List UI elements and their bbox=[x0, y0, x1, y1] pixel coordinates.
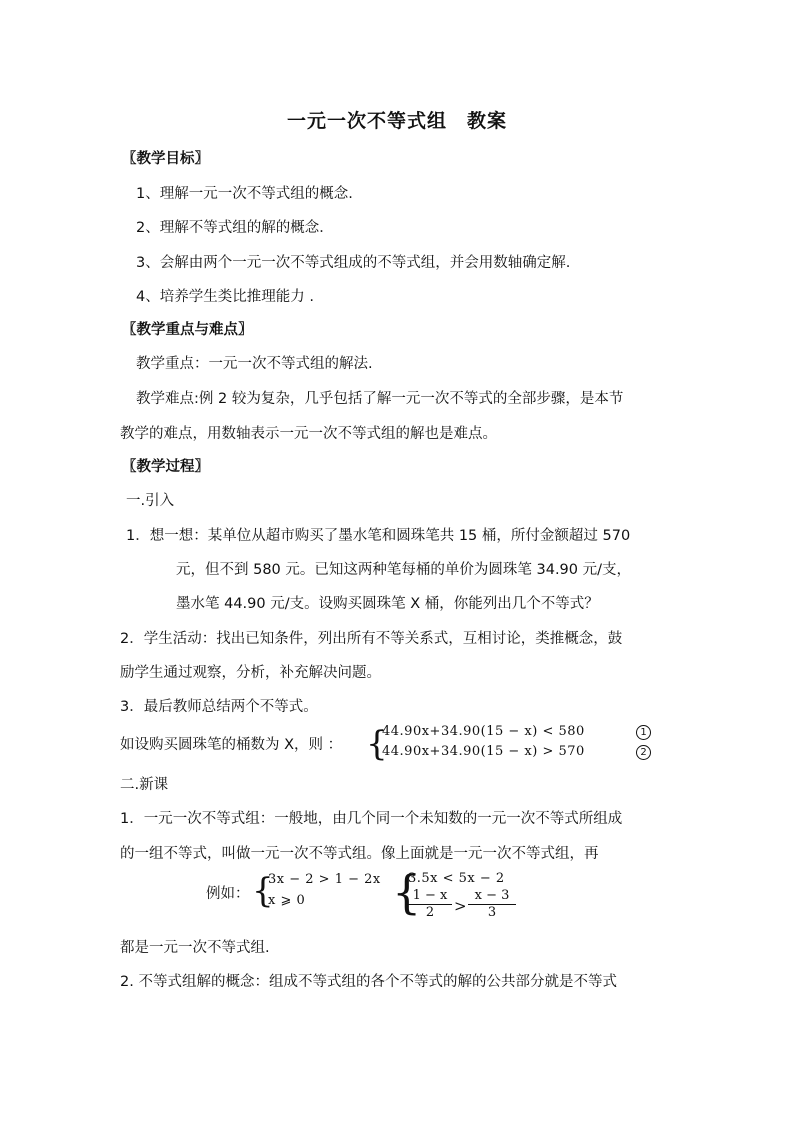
fraction-denominator: 3 bbox=[487, 905, 497, 920]
system-brace: { bbox=[366, 724, 388, 764]
example-brace: { bbox=[392, 865, 422, 919]
system-inequality-2: 44.90x+34.90(15 − x) > 570 bbox=[382, 744, 585, 759]
fraction-numerator: x − 3 bbox=[468, 888, 516, 905]
definition-text: 2. 不等式组解的概念：组成不等式组的各个不等式的解的公共部分就是不等式 bbox=[120, 974, 617, 990]
intro-heading: 一.引入 bbox=[126, 493, 175, 509]
fraction-denominator: 2 bbox=[425, 905, 435, 920]
circled-number: 1 bbox=[636, 725, 651, 740]
item2-text: 2．学生活动：找出已知条件，列出所有不等关系式，互相讨论，类推概念，鼓 bbox=[120, 631, 623, 647]
process-heading: 〖教学过程〗 bbox=[122, 459, 209, 475]
example1-inequality-2: x ⩾ 0 bbox=[268, 893, 306, 908]
item1-text: 元，但不到 580 元。已知这两种笔每桶的单价为圆珠笔 34.90 元/支， bbox=[176, 562, 632, 578]
goal-item: 2、理解不等式组的解的概念． bbox=[136, 220, 334, 236]
example2-inequality-1: 3.5x < 5x − 2 bbox=[408, 871, 505, 886]
definition-text: 的一组不等式，叫做一元一次不等式组。像上面就是一元一次不等式组，再 bbox=[120, 846, 599, 862]
definition-text: 都是一元一次不等式组. bbox=[120, 940, 270, 956]
definition-text: 1．一元一次不等式组：一般地，由几个同一个未知数的一元一次不等式所组成 bbox=[120, 811, 623, 827]
example1-inequality-1: 3x − 2 > 1 − 2x bbox=[268, 872, 381, 887]
goal-item: 3、会解由两个一元一次不等式组成的不等式组，并会用数轴确定解. bbox=[136, 255, 571, 271]
goal-item: 1、理解一元一次不等式组的概念. bbox=[136, 186, 353, 202]
keypoints-heading: 〖教学重点与难点〗 bbox=[122, 322, 253, 338]
circled-number: 2 bbox=[636, 745, 651, 760]
fraction bbox=[468, 888, 516, 921]
example-label: 例如： bbox=[206, 886, 250, 902]
fraction-numerator: 1 − x bbox=[408, 888, 452, 905]
system-inequality-1: 44.90x+34.90(15 − x) < 580 bbox=[382, 724, 585, 739]
item1-text: 墨水笔 44.90 元/支。设购买圆珠笔 X 桶，你能列出几个不等式？ bbox=[176, 596, 599, 612]
item1-text: 1．想一想：某单位从超市购买了墨水笔和圆珠笔共 15 桶，所付金额超过 570 bbox=[126, 528, 631, 544]
keypoint-text: 教学重点：一元一次不等式组的解法. bbox=[136, 356, 373, 372]
page-title: 一元一次不等式组 教案 bbox=[286, 110, 507, 132]
difficulty-text: 教学难点:例 2 较为复杂，几乎包括了解一元一次不等式的全部步骤，是本节 bbox=[136, 391, 624, 407]
difficulty-text: 教学的难点，用数轴表示一元一次不等式组的解也是难点。 bbox=[120, 426, 497, 442]
system-intro: 如设购买圆珠笔的桶数为 X，则 ： bbox=[120, 737, 343, 753]
relation-sign: > bbox=[454, 897, 468, 915]
item2-text: 励学生通过观察，分析，补充解决问题。 bbox=[120, 665, 381, 681]
item3-text: 3．最后教师总结两个不等式。 bbox=[120, 699, 318, 715]
goal-item: 4、培养学生类比推理能力 . bbox=[136, 289, 314, 305]
goals-heading: 〖教学目标〗 bbox=[122, 151, 209, 167]
example-brace: { bbox=[252, 871, 274, 911]
newlesson-heading: 二.新课 bbox=[120, 777, 169, 793]
fraction bbox=[408, 888, 452, 921]
